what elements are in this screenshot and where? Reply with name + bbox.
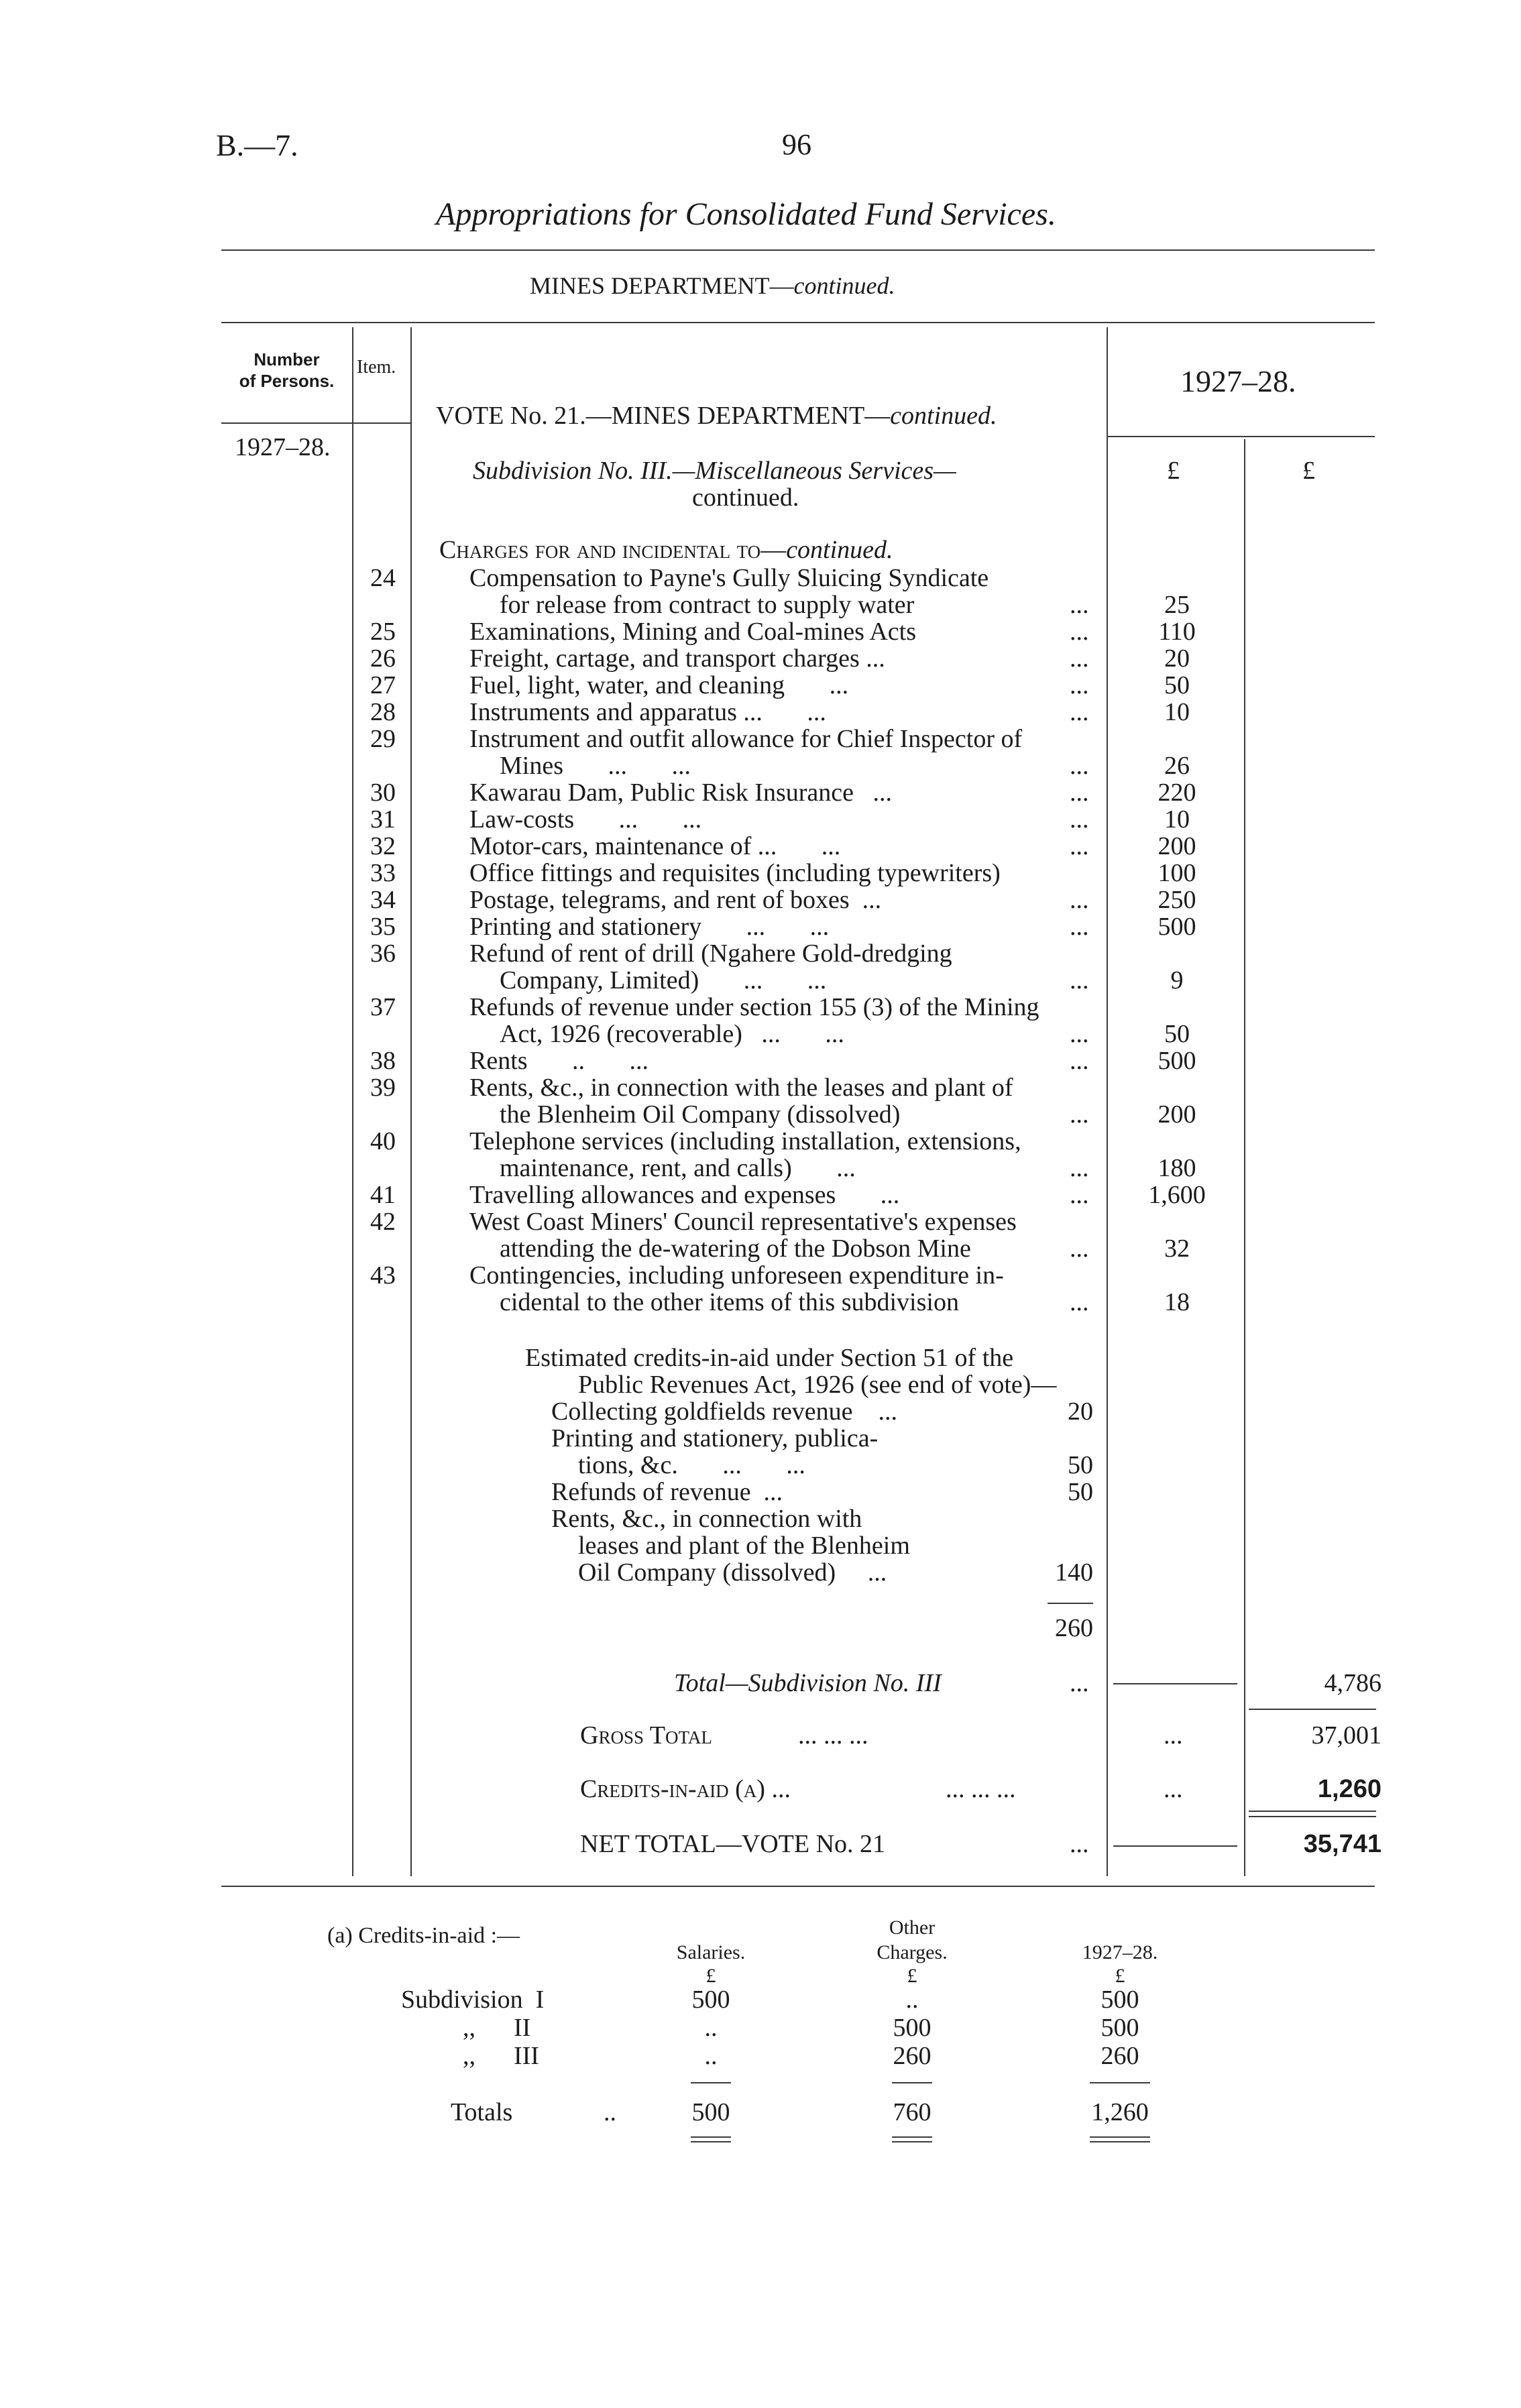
page-title: Appropriations for Consolidated Fund Services.	[436, 196, 1056, 232]
net-top-rule-2	[1249, 1816, 1376, 1817]
item-amount: 100	[1158, 859, 1196, 887]
item-amount: 20	[1164, 644, 1190, 673]
fn-dbl-salaries-2	[691, 2141, 731, 2142]
fn-dbl-year-1	[1090, 2136, 1150, 2138]
item-leader-dots: ...	[1070, 644, 1089, 673]
item-amount: 220	[1158, 779, 1196, 807]
credit-entry-text: Refunds of revenue ...	[551, 1478, 783, 1506]
item-column-header: Item.	[357, 357, 396, 378]
footnote-title-text: (a) Credits-in-aid :—	[327, 1923, 520, 1948]
vote-title	[436, 401, 997, 431]
subdivision-total-value: 4,786	[1324, 1669, 1382, 1697]
item-number: 35	[370, 913, 396, 941]
subdivision-heading: Subdivision No. III.—Miscellaneous Services—	[473, 457, 956, 485]
item-desc-divider	[410, 327, 412, 1876]
footnote-title	[327, 1923, 520, 1949]
item-amount: 32	[1164, 1235, 1190, 1263]
item-description: for release from contract to supply water	[500, 591, 915, 619]
footnote-totals-dots: ..	[604, 2098, 616, 2126]
footnote-total-other: 760	[893, 2098, 932, 2126]
item-description: Act, 1926 (recoverable) ... ...	[500, 1020, 844, 1048]
credit-entry-text: Collecting goldfields revenue ...	[551, 1397, 898, 1426]
credit-entry-text: leases and plant of the Blenheim	[578, 1532, 910, 1560]
subdivision-total-dots: ...	[1070, 1669, 1089, 1697]
footnote-pound-other: £	[907, 1965, 917, 1987]
fn-rule-salaries	[691, 2082, 731, 2083]
item-leader-dots: ...	[1070, 1235, 1089, 1263]
footnote-pound-year: £	[1115, 1965, 1125, 1987]
footnote-row-label: ,, II	[463, 2014, 531, 2042]
item-description: cidental to the other items of this subdivision	[500, 1288, 959, 1316]
credits-intro-line2: Public Revenues Act, 1926 (see end of vote)—	[578, 1371, 1057, 1399]
item-number: 39	[370, 1074, 396, 1102]
credits-total: 260	[1055, 1614, 1093, 1642]
item-amount: 250	[1158, 886, 1196, 914]
item-header-rule	[352, 422, 410, 424]
item-number: 29	[370, 725, 396, 753]
item-leader-dots: ...	[1070, 698, 1089, 726]
item-description: the Blenheim Oil Company (dissolved)	[500, 1100, 901, 1129]
fn-dbl-other-2	[892, 2141, 932, 2142]
credits-amount-dots: ...	[1164, 1775, 1183, 1803]
gross-top-rule	[1249, 1709, 1376, 1710]
item-amount: 10	[1164, 805, 1190, 834]
credits-in-aid-dots: ... ... ...	[946, 1775, 1016, 1803]
item-number: 30	[370, 779, 396, 807]
item-description: Kawarau Dam, Public Risk Insurance ...	[469, 779, 893, 807]
item-number: 33	[370, 859, 396, 887]
item-description: Refunds of revenue under section 155 (3) of the Mining	[469, 993, 1039, 1021]
item-leader-dots: ...	[1070, 671, 1089, 699]
footnote-col-other-line1: Other	[889, 1916, 936, 1939]
charges-heading-text: Charges for and incidental to—	[439, 536, 787, 564]
item-amount: 9	[1170, 966, 1184, 994]
item-number: 42	[370, 1208, 396, 1236]
desc-amount-divider	[1107, 327, 1108, 1876]
credits-in-aid-label	[580, 1776, 791, 1802]
credits-intro-line1: Estimated credits-in-aid under Section 51 of the	[525, 1344, 1014, 1372]
item-description: Instrument and outfit allowance for Chief Inspector of	[469, 725, 1023, 753]
fn-rule-year	[1090, 2082, 1150, 2083]
fn-rule-other	[892, 2082, 932, 2083]
item-amount: 10	[1164, 698, 1190, 726]
item-description: Rents .. ...	[469, 1047, 649, 1075]
page-number: 96	[782, 128, 811, 161]
fn-dbl-other-1	[892, 2136, 932, 2138]
footnote-col-year: 1927–28.	[1082, 1941, 1158, 1963]
item-leader-dots: ...	[1070, 913, 1089, 941]
year-column-header: 1927–28.	[1180, 364, 1296, 398]
department-name: MINES DEPARTMENT—	[530, 272, 794, 299]
footnote-row-salaries: ..	[704, 2042, 718, 2070]
department-continued: continued.	[793, 272, 895, 299]
item-leader-dots: ...	[1070, 1288, 1089, 1316]
item-number: 32	[370, 832, 396, 860]
persons-year: 1927–28.	[235, 433, 331, 461]
footnote-total-salaries: 500	[691, 2098, 730, 2126]
item-number: 40	[370, 1127, 396, 1155]
item-amount: 18	[1164, 1288, 1190, 1316]
footnote-total-year: 1,260	[1091, 2098, 1149, 2126]
item-number: 37	[370, 993, 396, 1021]
page-ref: B.—7.	[216, 128, 298, 162]
item-amount: 50	[1164, 1020, 1190, 1048]
item-leader-dots: ...	[1070, 752, 1089, 780]
credit-entry-amount: 50	[1068, 1478, 1093, 1506]
fn-dbl-year-2	[1090, 2141, 1150, 2142]
item-amount: 500	[1158, 1047, 1196, 1075]
header-rule	[221, 322, 1375, 323]
title-rule	[221, 249, 1375, 251]
item-description: Printing and stationery ... ...	[469, 913, 830, 941]
item-leader-dots: ...	[1070, 1020, 1089, 1048]
charges-heading	[439, 536, 893, 563]
item-amount: 200	[1158, 832, 1196, 860]
item-number: 41	[370, 1181, 396, 1209]
footnote-row-year: 260	[1101, 2042, 1139, 2070]
subdivision-total-label: Total—Subdivision No. III	[674, 1669, 942, 1697]
item-description: maintenance, rent, and calls) ...	[500, 1154, 856, 1182]
pound-sign-total: £	[1302, 457, 1315, 485]
footnote-totals-label: Totals	[451, 2098, 513, 2126]
credits-sum-rule	[1048, 1603, 1093, 1604]
item-amount: 180	[1158, 1154, 1196, 1182]
item-description: Law-costs ... ...	[469, 805, 702, 834]
item-number: 26	[370, 644, 396, 673]
persons-header-rule	[221, 422, 352, 424]
charges-heading-continued: continued.	[786, 536, 893, 564]
department-heading	[530, 272, 895, 300]
item-description: Contingencies, including unforeseen expenditure in-	[469, 1261, 1004, 1289]
item-description: Travelling allowances and expenses ...	[469, 1181, 900, 1209]
item-leader-dots: ...	[1070, 966, 1089, 994]
item-leader-dots: ...	[1070, 1100, 1089, 1129]
persons-column-header	[221, 349, 352, 392]
item-number: 24	[370, 564, 396, 592]
credit-entry-amount: 50	[1068, 1451, 1093, 1479]
footnote-row-label: Subdivision I	[401, 1986, 545, 2014]
footnote-row-other: 260	[893, 2042, 932, 2070]
net-amount-rule	[1113, 1845, 1237, 1847]
item-description: Fuel, light, water, and cleaning ...	[469, 671, 849, 699]
item-description: Examinations, Mining and Coal-mines Acts	[469, 618, 916, 646]
item-description: Motor-cars, maintenance of ... ...	[469, 832, 841, 860]
item-amount: 110	[1158, 618, 1196, 646]
item-amount: 1,600	[1148, 1181, 1206, 1209]
credit-entry-text: Rents, &c., in connection with	[551, 1505, 862, 1533]
footnote-row-other: 500	[893, 2014, 932, 2042]
table-bottom-rule	[221, 1886, 1375, 1887]
item-leader-dots: ...	[1070, 805, 1089, 834]
footnote-pound-salaries: £	[706, 1965, 716, 1987]
gross-amount-dots: ...	[1164, 1721, 1183, 1750]
item-number: 34	[370, 886, 396, 914]
gross-total-value: 37,001	[1311, 1721, 1382, 1750]
item-number: 28	[370, 698, 396, 726]
persons-header-line2: of Persons.	[239, 371, 335, 391]
pound-sign-amount: £	[1167, 457, 1180, 485]
item-description: Freight, cartage, and transport charges ...	[469, 644, 885, 673]
vote-title-continued: continued.	[890, 402, 997, 430]
credits-in-aid-label-text: Credits-in-aid (a) ...	[580, 1775, 791, 1803]
item-leader-dots: ...	[1070, 1181, 1089, 1209]
item-number: 31	[370, 805, 396, 834]
footnote-row-year: 500	[1101, 1986, 1139, 2014]
footnote-row-salaries: ..	[704, 2014, 718, 2042]
credit-entry-text: tions, &c. ... ...	[578, 1451, 805, 1479]
footnote-row-label: ,, III	[463, 2042, 539, 2070]
item-number: 43	[370, 1261, 396, 1289]
gross-total-label: Gross Total	[580, 1721, 712, 1750]
footnote-row-salaries: 500	[691, 1986, 730, 2014]
item-description: Office fittings and requisites (including typewriters)	[469, 859, 1001, 887]
item-description: Refund of rent of drill (Ngahere Gold-dredging	[469, 939, 952, 968]
persons-header-line1: Number	[253, 349, 320, 369]
credit-entry-text: Oil Company (dissolved) ...	[578, 1558, 887, 1587]
credit-entry-amount: 140	[1055, 1558, 1093, 1587]
net-total-value: 35,741	[1303, 1830, 1382, 1858]
credits-in-aid-value: 1,260	[1317, 1775, 1382, 1803]
item-amount: 200	[1158, 1100, 1196, 1129]
year-header-rule	[1107, 436, 1375, 437]
item-description: Telephone services (including installation, extensions,	[469, 1127, 1021, 1155]
item-amount: 50	[1164, 671, 1190, 699]
amount-total-divider	[1244, 439, 1245, 1876]
item-description: Compensation to Payne's Gully Sluicing Syndicate	[469, 564, 989, 592]
item-number: 36	[370, 939, 396, 968]
persons-item-divider	[352, 327, 353, 1876]
footnote-row-year: 500	[1101, 2014, 1139, 2042]
item-description: Company, Limited) ... ...	[500, 966, 827, 994]
footnote-col-salaries: Salaries.	[676, 1941, 746, 1963]
item-leader-dots: ...	[1070, 1154, 1089, 1182]
vote-title-text: VOTE No. 21.—MINES DEPARTMENT—	[436, 402, 891, 430]
item-description: Mines ... ...	[500, 752, 691, 780]
subdivision-heading-cont: continued.	[692, 483, 799, 512]
item-leader-dots: ...	[1070, 618, 1089, 646]
net-top-rule-1	[1249, 1811, 1376, 1812]
item-description: attending the de-watering of the Dobson Mine	[500, 1235, 971, 1263]
item-number: 38	[370, 1047, 396, 1075]
gross-total-dots: ... ... ...	[798, 1721, 868, 1750]
item-description: Rents, &c., in connection with the leases and plant of	[469, 1074, 1013, 1102]
footnote-col-other-line2: Charges.	[877, 1941, 948, 1963]
item-description: Instruments and apparatus ... ...	[469, 698, 826, 726]
item-amount: 500	[1158, 913, 1196, 941]
item-leader-dots: ...	[1070, 1047, 1089, 1075]
item-leader-dots: ...	[1070, 591, 1089, 619]
item-number: 27	[370, 671, 396, 699]
item-description: West Coast Miners' Council representative's expenses	[469, 1208, 1017, 1236]
footnote-row-other: ..	[905, 1986, 919, 2014]
subdivision-total-rule	[1113, 1683, 1237, 1684]
item-leader-dots: ...	[1070, 779, 1089, 807]
net-total-label: NET TOTAL—VOTE No. 21	[580, 1830, 886, 1858]
item-number: 25	[370, 618, 396, 646]
item-leader-dots: ...	[1070, 832, 1089, 860]
fn-dbl-salaries-1	[691, 2136, 731, 2138]
credit-entry-amount: 20	[1068, 1397, 1093, 1426]
item-description: Postage, telegrams, and rent of boxes ...	[469, 886, 882, 914]
net-total-dots: ...	[1070, 1830, 1089, 1858]
credit-entry-text: Printing and stationery, publica-	[551, 1424, 879, 1452]
item-amount: 26	[1164, 752, 1190, 780]
item-leader-dots: ...	[1070, 886, 1089, 914]
item-amount: 25	[1164, 591, 1190, 619]
